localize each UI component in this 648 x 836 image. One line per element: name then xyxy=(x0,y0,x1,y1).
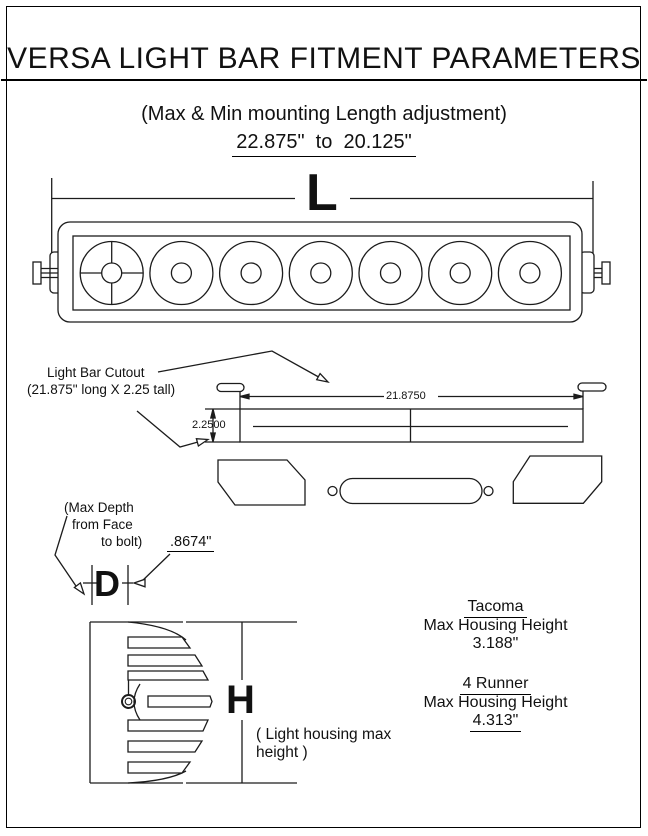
depth-value: .8674" xyxy=(167,534,214,552)
heat-sink-fins xyxy=(128,637,212,773)
light-bar-front-view xyxy=(33,222,610,322)
depth-note-line2: from Face xyxy=(72,517,133,532)
housing-note-line1: ( Light housing max xyxy=(256,726,392,743)
left-bracket xyxy=(218,460,305,505)
right-slot-tab xyxy=(578,383,606,391)
page-title: VERSA LIGHT BAR FITMENT PARAMETERS xyxy=(0,42,648,81)
depth-note-line1: (Max Depth xyxy=(64,500,134,515)
cutout-width-dimension: 21.8750 xyxy=(386,390,426,402)
housing-note-line2: height ) xyxy=(256,744,308,761)
left-slot-tab xyxy=(217,384,244,392)
bar-housing-outline xyxy=(58,222,582,322)
wiring-connector xyxy=(340,479,482,504)
cutout-label-line2: (21.875" long X 2.25 tall) xyxy=(27,382,176,397)
cutout-leader-bottom xyxy=(137,411,198,447)
left-bolt-head xyxy=(33,262,41,284)
four-runner-label: Max Housing Height xyxy=(423,694,568,711)
depth-value-leader xyxy=(140,554,170,583)
tacoma-heading: Tacoma xyxy=(395,598,596,618)
adjustment-subtitle: (Max & Min mounting Length adjustment) xyxy=(141,103,507,125)
height-letter-H: H xyxy=(226,678,255,722)
depth-letter-D: D xyxy=(94,563,120,604)
right-bolt-head xyxy=(602,262,610,284)
length-letter-L: L xyxy=(306,164,338,222)
length-range: 22.875" to 20.125" xyxy=(0,131,648,157)
tacoma-value: 3.188" xyxy=(472,635,519,652)
right-bracket xyxy=(513,456,601,503)
tacoma-label: Max Housing Height xyxy=(423,617,568,634)
cutout-leader-top xyxy=(158,351,324,380)
cutout-label-line1: Light Bar Cutout xyxy=(47,365,145,380)
four-runner-heading: 4 Runner xyxy=(395,675,596,695)
four-runner-value: 4.313" xyxy=(395,712,596,732)
depth-note-line3: to bolt) xyxy=(101,534,143,549)
cutout-height-dimension: 2.2500 xyxy=(192,419,226,431)
mount-bolt xyxy=(122,695,135,708)
